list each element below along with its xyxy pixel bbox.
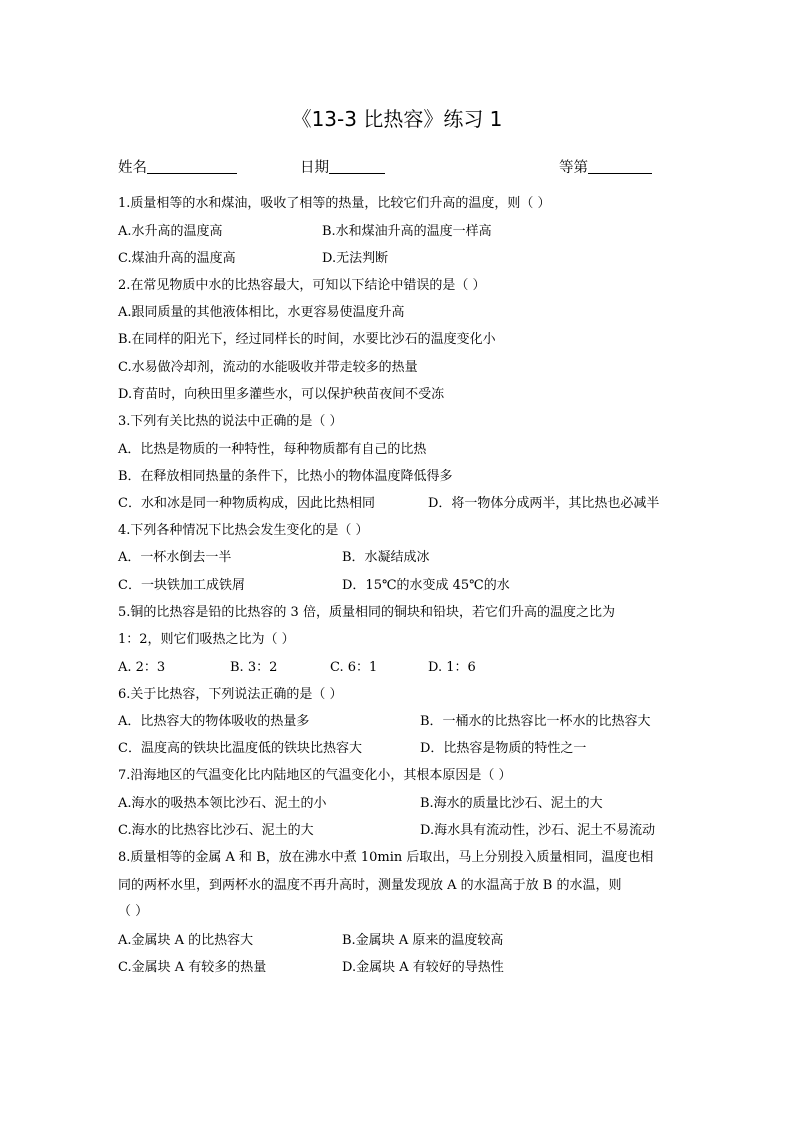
question-8-option-d: D.金属块 A 有较好的导热性: [342, 960, 504, 975]
question-1-option-a: A.水升高的温度高: [118, 224, 223, 239]
question-8-stem: 8.质量相等的金属 A 和 B，放在沸水中煮 10min 后取出，马上分别投入质量相同，温度也相: [118, 850, 654, 865]
question-4-option-c: C．一块铁加工成铁屑: [118, 578, 245, 593]
question-7-option-b: B.海水的质量比沙石、泥土的大: [420, 796, 603, 811]
question-5-option-a: A. 2：3: [118, 660, 166, 675]
question-1-stem: 1.质量相等的水和煤油，吸收了相等的热量，比较它们升高的温度，则（ ）: [118, 196, 551, 211]
question-2-stem: 2.在常见物质中水的比热容最大，可知以下结论中错误的是（ ）: [118, 278, 486, 293]
name-blank: [147, 158, 237, 174]
question-2-option-a: A.跟同质量的其他液体相比，水更容易使温度升高: [118, 305, 405, 320]
question-5-option-d: D. 1：6: [428, 660, 476, 675]
question-5-option-b: B. 3：2: [230, 660, 278, 675]
question-8-option-c: C.金属块 A 有较多的热量: [118, 960, 267, 975]
question-2-option-d: D.育苗时，向秧田里多灌些水，可以保护秧苗夜间不受冻: [118, 387, 445, 402]
date-blank: [329, 158, 385, 174]
date-field: [300, 156, 385, 177]
question-7-option-c: C.海水的比热容比沙石、泥土的大: [118, 823, 314, 838]
grade-field: [559, 156, 652, 177]
question-6-option-b: B．一桶水的比热容比一杯水的比热容大: [420, 714, 651, 729]
question-6-option-a: A．比热容大的物体吸收的热量多: [118, 714, 310, 729]
grade-label: 等第: [559, 160, 588, 176]
question-5-stem: 5.铜的比热容是铅的比热容的 3 倍，质量相同的铜块和铅块，若它们升高的温度之比为: [118, 605, 615, 620]
grade-blank: [588, 158, 652, 174]
question-4-option-d: D．15℃的水变成 45℃的水: [342, 578, 510, 593]
question-4-option-a: A．一杯水倒去一半: [118, 550, 232, 565]
question-6-stem: 6.关于比热容，下列说法正确的是（ ）: [118, 687, 343, 702]
question-3-option-c: C．水和冰是同一种物质构成，因此比热相同: [118, 496, 375, 511]
date-label: 日期: [300, 160, 329, 176]
page-title: 《13-3 比热容》练习 1: [291, 107, 503, 131]
question-8-answer-bracket: （ ）: [118, 904, 149, 919]
question-5-option-c: C. 6：1: [330, 660, 378, 675]
name-field: [118, 156, 237, 177]
question-3-option-a: A．比热是物质的一种特性，每种物质都有自己的比热: [118, 442, 427, 457]
question-1-option-b: B.水和煤油升高的温度一样高: [322, 224, 492, 239]
question-3-option-d: D．将一物体分成两半，其比热也必减半: [428, 496, 660, 511]
question-2-option-c: C.水易做冷却剂，流动的水能吸收并带走较多的热量: [118, 360, 418, 375]
question-7-option-d: D.海水具有流动性，沙石、泥土不易流动: [420, 823, 656, 838]
question-2-option-b: B.在同样的阳光下，经过同样长的时间，水要比沙石的温度变化小: [118, 332, 496, 347]
question-3-stem: 3.下列有关比热的说法中正确的是（ ）: [118, 414, 343, 429]
question-6-option-d: D．比热容是物质的特性之一: [420, 741, 587, 756]
question-4-option-b: B．水凝结成冰: [342, 550, 430, 565]
question-6-option-c: C．温度高的铁块比温度低的铁块比热容大: [118, 741, 362, 756]
name-label: 姓名: [118, 160, 147, 176]
question-8-option-b: B.金属块 A 原来的温度较高: [342, 933, 504, 948]
question-8-option-a: A.金属块 A 的比热容大: [118, 933, 254, 948]
question-8-stem-continued: 同的两杯水里，到两杯水的温度不再升高时，测量发现放 A 的水温高于放 B 的水温，则: [118, 878, 622, 893]
question-4-stem: 4.下列各种情况下比热会发生变化的是（ ）: [118, 523, 369, 538]
question-7-stem: 7.沿海地区的气温变化比内陆地区的气温变化小，其根本原因是（ ）: [118, 768, 512, 783]
question-7-option-a: A.海水的吸热本领比沙石、泥土的小: [118, 796, 327, 811]
question-1-option-d: D.无法判断: [322, 251, 389, 266]
question-5-stem-continued: 1：2，则它们吸热之比为（ ）: [118, 632, 295, 647]
question-3-option-b: B．在释放相同热量的条件下，比热小的物体温度降低得多: [118, 469, 453, 484]
question-1-option-c: C.煤油升高的温度高: [118, 251, 236, 266]
